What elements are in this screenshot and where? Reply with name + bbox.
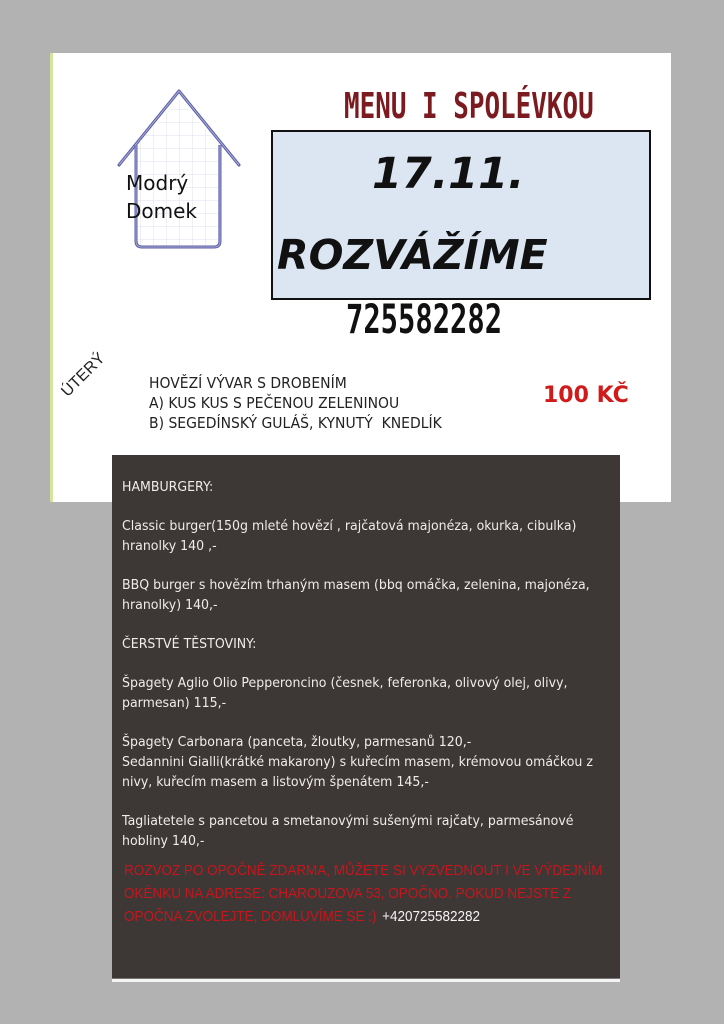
- daily-item-a: A) KUS KUS S PEČENOU ZELENINOU: [149, 394, 400, 412]
- daily-menu-list: [149, 373, 442, 433]
- notice-line: ROZVOZ PO OPOČNĚ ZDARMA, MŮŽETE SI VYZVEDNOUT I VE VÝDEJNÍM: [124, 863, 603, 879]
- menu-title: MENU I SPOLÉVKOU: [344, 86, 594, 127]
- menu-panel: [112, 455, 620, 979]
- top-flyer-panel: [50, 53, 671, 502]
- notice-text: OPOČNA ZVOLEJTE, DOMLUVÍME SE :): [124, 909, 377, 925]
- logo: [114, 83, 244, 253]
- daily-price: 100 KČ: [543, 383, 629, 408]
- panel-underline: [112, 979, 620, 982]
- menu-item-line: BBQ burger s hovězím trhaným masem (bbq omáčka, zelenina, majonéza,: [122, 577, 590, 593]
- menu-item-line: hranolky) 140,-: [122, 597, 218, 613]
- section-heading-hamburgers: HAMBURGERY:: [122, 479, 214, 495]
- menu-item-classic-burger: [122, 516, 582, 556]
- menu-date: 17.11.: [372, 149, 525, 199]
- menu-item-line: Classic burger(150g mleté hovězí , rajčatová majonéza, okurka, cibulka): [122, 518, 577, 534]
- delivery-label: ROZVÁŽÍME: [277, 231, 548, 279]
- phone-number: 725582282: [346, 297, 503, 343]
- menu-item-line: parmesan) 115,-: [122, 695, 227, 711]
- logo-line-1: Modrý: [126, 171, 189, 195]
- menu-item-carbonara-sedannini: [122, 732, 593, 792]
- menu-item-line: Sedannini Gialli(krátké makarony) s kuřecím masem, krémovou omáčkou z: [122, 754, 593, 770]
- menu-item-line: Špagety Aglio Olio Pepperoncino (česnek, feferonka, olivový olej, olivy,: [122, 675, 568, 691]
- logo-text: [126, 169, 236, 225]
- menu-item-aglio-olio: [122, 673, 582, 713]
- daily-item-soup: HOVĚZÍ VÝVAR S DROBENÍM: [149, 374, 347, 392]
- house-icon: [114, 83, 244, 253]
- menu-item-line: hranolky 140 ,-: [122, 538, 217, 554]
- menu-item-line: Špagety Carbonara (panceta, žloutky, parmesanů 120,-: [122, 734, 472, 750]
- daily-item-b: B) SEGEDÍNSKÝ GULÁŠ, KYNUTÝ KNEDLÍK: [149, 414, 442, 432]
- notice-line-last: [124, 906, 589, 929]
- logo-line-2: Domek: [126, 199, 198, 223]
- menu-item-line: hobliny 140,-: [122, 833, 205, 849]
- menu-item-bbq-burger: [122, 575, 590, 615]
- delivery-notice: [124, 860, 603, 929]
- notice-phone: +420725582282: [382, 909, 480, 925]
- menu-content: [122, 477, 593, 870]
- menu-item-line: Tagliatetele s pancetou a smetanovými sušenými rajčaty, parmesánové: [122, 813, 574, 829]
- notice-line: OKÉNKU NA ADRESE: CHAROUZOVA 53, OPOČNO. POKUD NEJSTE Z: [124, 886, 572, 902]
- menu-item-line: nivy, kuřecím masem a listovým špenátem 145,-: [122, 774, 429, 790]
- day-label: ÚTERÝ: [58, 349, 109, 401]
- menu-item-tagliatelle: [122, 811, 582, 851]
- section-heading-pasta: ČERSTVÉ TĚSTOVINY:: [122, 636, 257, 652]
